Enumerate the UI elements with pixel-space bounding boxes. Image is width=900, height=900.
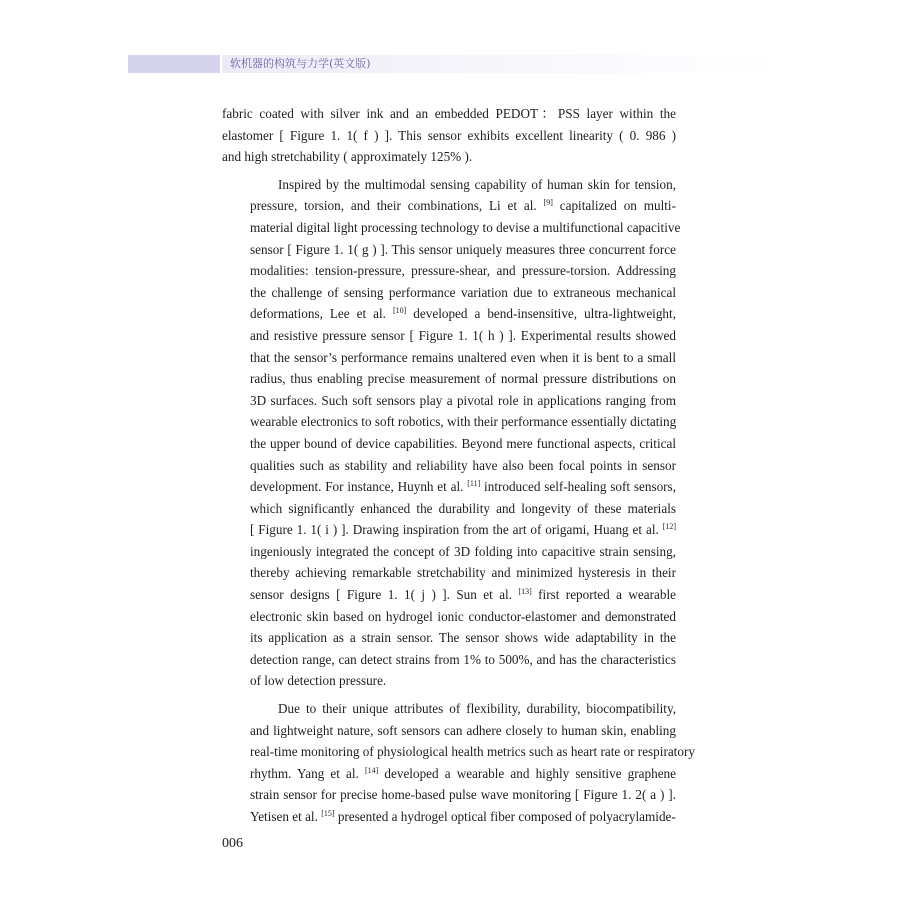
citation-marker: [14] [364, 765, 379, 775]
text-line: radius, thus enabling precise measurement of normal pressure distributions on [250, 371, 676, 387]
text-line: rhythm. Yang et al. [14] developed a wearable and highly sensitive graphene [250, 765, 676, 781]
text-line: modalities: tension-pressure, pressure-shear, and pressure-torsion. Addressing [250, 263, 676, 279]
body-text [222, 103, 695, 828]
citation-marker: [12] [662, 522, 676, 532]
text-line: deformations, Lee et al. [10] developed a bend-insensitive, ultra-lightweight, [250, 306, 676, 322]
running-header-title: 软机器的构筑与力学(英文版) [230, 57, 371, 70]
text-line: qualities such as stability and reliability have also been focal points in sensor [250, 457, 676, 473]
text-line: which significantly enhanced the durability and longevity of these materials [250, 500, 676, 516]
running-header-tab [128, 55, 220, 73]
text-line: material digital light processing technology to devise a multifunctional capacitive [250, 219, 681, 235]
text-line: the upper bound of device capabilities. Beyond mere functional aspects, critical [250, 435, 676, 451]
page-number: 006 [222, 836, 243, 851]
paragraph [222, 698, 695, 828]
running-header-band [128, 55, 778, 73]
running-header-separator [220, 55, 222, 73]
text-line: Due to their unique attributes of flexibility, durability, biocompatibility, [278, 701, 676, 717]
paragraph [222, 174, 681, 692]
citation-marker: [11] [467, 479, 481, 489]
text-line: its application as a strain sensor. The sensor shows wide adaptability in the [250, 630, 676, 646]
text-line: detection range, can detect strains from 1% to 500%, and has the characteristics [250, 651, 676, 667]
text-line: sensor designs [ Figure 1. 1( j ) ]. Sun et al. [13] first reported a wearable [250, 587, 676, 603]
text-line: real-time monitoring of physiological health metrics such as heart rate or respiratory [250, 744, 695, 760]
citation-marker: [10] [392, 306, 407, 316]
text-line: sensor [ Figure 1. 1( g ) ]. This sensor uniquely measures three concurrent force [250, 241, 676, 257]
text-line: and high stretchability ( approximately 125% ). [222, 149, 473, 165]
text-line: and resistive pressure sensor [ Figure 1. 1( h ) ]. Experimental results showed [250, 327, 676, 343]
text-line: wearable electronics to soft robotics, with their performance essentially dictating [250, 414, 677, 430]
text-line: elastomer [ Figure 1. 1( f ) ]. This sensor exhibits excellent linearity ( 0. 986 ) [222, 127, 676, 143]
text-line: thereby achieving remarkable stretchability and minimized hysteresis in their [250, 565, 676, 581]
text-line: [ Figure 1. 1( i ) ]. Drawing inspiration from the art of origami, Huang et al. [12] [250, 522, 676, 538]
text-line: of low detection pressure. [250, 673, 387, 689]
text-line: the challenge of sensing performance variation due to extraneous mechanical [250, 284, 676, 300]
text-line: and lightweight nature, soft sensors can adhere closely to human skin, enabling [250, 722, 676, 738]
text-line: fabric coated with silver ink and an embedded PEDOT：PSS layer within the [222, 106, 676, 121]
text-line: ingeniously integrated the concept of 3D folding into capacitive strain sensing, [250, 543, 676, 559]
paragraph [222, 103, 676, 168]
citation-marker: [15] [321, 809, 335, 818]
text-line: 3D surfaces. Such soft sensors play a pivotal role in applications ranging from [250, 392, 676, 408]
text-line: pressure, torsion, and their combinations, Li et al. [9] capitalized on multi- [250, 198, 676, 214]
text-line: Yetisen et al. [15] presented a hydrogel optical fiber composed of polyacrylamide- [250, 809, 676, 824]
citation-marker: [13] [518, 587, 532, 597]
text-line: electronic skin based on hydrogel ionic conductor-elastomer and demonstrated [250, 608, 676, 624]
text-line: strain sensor for precise home-based pulse wave monitoring [ Figure 1. 2( a ) ]. [250, 787, 676, 803]
text-line: development. For instance, Huynh et al. [11] introduced self-healing soft sensors, [250, 479, 676, 495]
citation-marker: [9] [543, 198, 553, 208]
text-line: that the sensor’s performance remains unaltered even when it is bent to a small [250, 349, 676, 365]
text-line: Inspired by the multimodal sensing capability of human skin for tension, [278, 176, 676, 192]
